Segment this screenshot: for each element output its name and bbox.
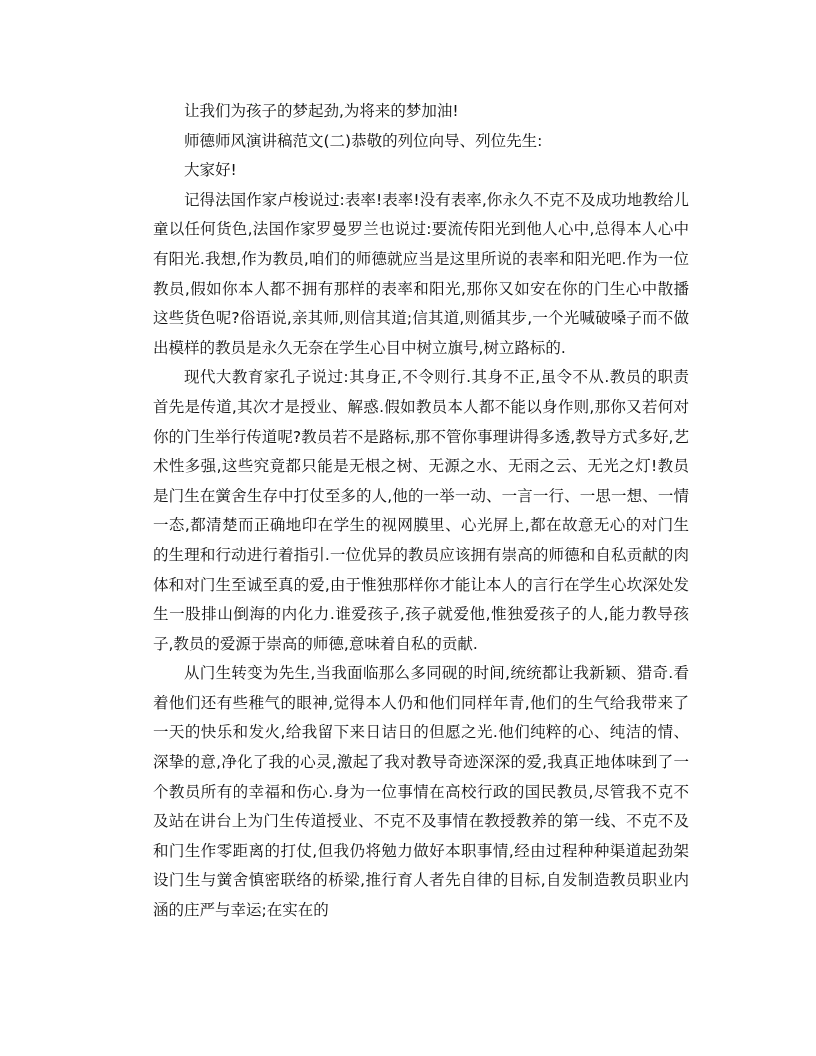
document-body (153, 97, 689, 926)
body-paragraph-confucius: 现代大教育家孔子说过:其身正,不令则行.其身不正,虽令不从.教员的职责首先是传道,其次才是授业、解惑.假如教员本人都不能以身作则,那你又若何对你的门生举行传道呢?教员若不是路标,那不管你事理讲得多透,教导方式多好,艺术性多强,这些究竟都只能是无根之树、无源之水、无雨之云、无光之灯!教员是门生在黉舍生存中打仗至多的人,他的一举一动、一言一行、一思一想、一情一态,都清楚而正确地印在学生的视网膜里、心光屏上,都在故意无心的对门生的生理和行动进行着指引.一位优异的教员应该拥有崇高的师德和自私贡献的肉体和对门生至诚至真的爱,由于惟独那样你才能让本人的言行在学生心坎深处发生一股排山倒海的内化力.谁爱孩子,孩子就爱他,惟独爱孩子的人,能力教导孩子,教员的爱源于崇高的师德,意味着自私的贡献. (153, 368, 689, 653)
body-paragraph-rousseau: 记得法国作家卢梭说过:表率!表率!没有表率,你永久不克不及成功地教给儿童以任何货色,法国作家罗曼罗兰也说过:要流传阳光到他人心中,总得本人心中有阳光.我想,作为教员,咱们的师德就应当是这里所说的表率和阳光吧.作为一位教员,假如你本人都不拥有那样的表率和阳光,那你又如安在你的门生心中散播这些货色呢?俗语说,亲其师,则信其道;信其道,则循其步,一个光喊破嗓子而不做出模样的教员是永久无奈在学生心目中树立旗号,树立路标的. (153, 190, 689, 357)
speech-title-and-salutation: 师德师风演讲稿范文(二)恭敬的列位向导、列位先生: (184, 131, 543, 150)
closing-paragraph: 让我们为孩子的梦起劲,为将来的梦加油! (184, 102, 459, 120)
body-paragraph-student-to-teacher: 从门生转变为先生,当我面临那么多同砚的时间,统统都让我新颖、猎奇.看着他们还有些稚气的眼神,觉得本人仍和他们同样年青,他们的生气给我带来了一天的快乐和发火,给我留下来日诘日的但愿之光.他们纯粹的心、纯洁的情、深挚的意,净化了我的心灵,激起了我对教导奇迹深深的爱,我真正地体味到了一个教员所有的幸福和伤心.身为一位事情在高校行政的国民教员,尽管我不克不及站在讲台上为门生传道授业、不克不及事情在教授教养的第一线、不克不及和门生作零距离的打仗,但我仍将勉力做好本职事情,经由过程种种渠道起劲架设门生与黉舍慎密联络的桥梁,推行育人者先自律的目标,自发制造教员职业内涵的庄严与幸运;在实在的 (153, 664, 689, 920)
greeting: 大家好! (184, 161, 237, 180)
